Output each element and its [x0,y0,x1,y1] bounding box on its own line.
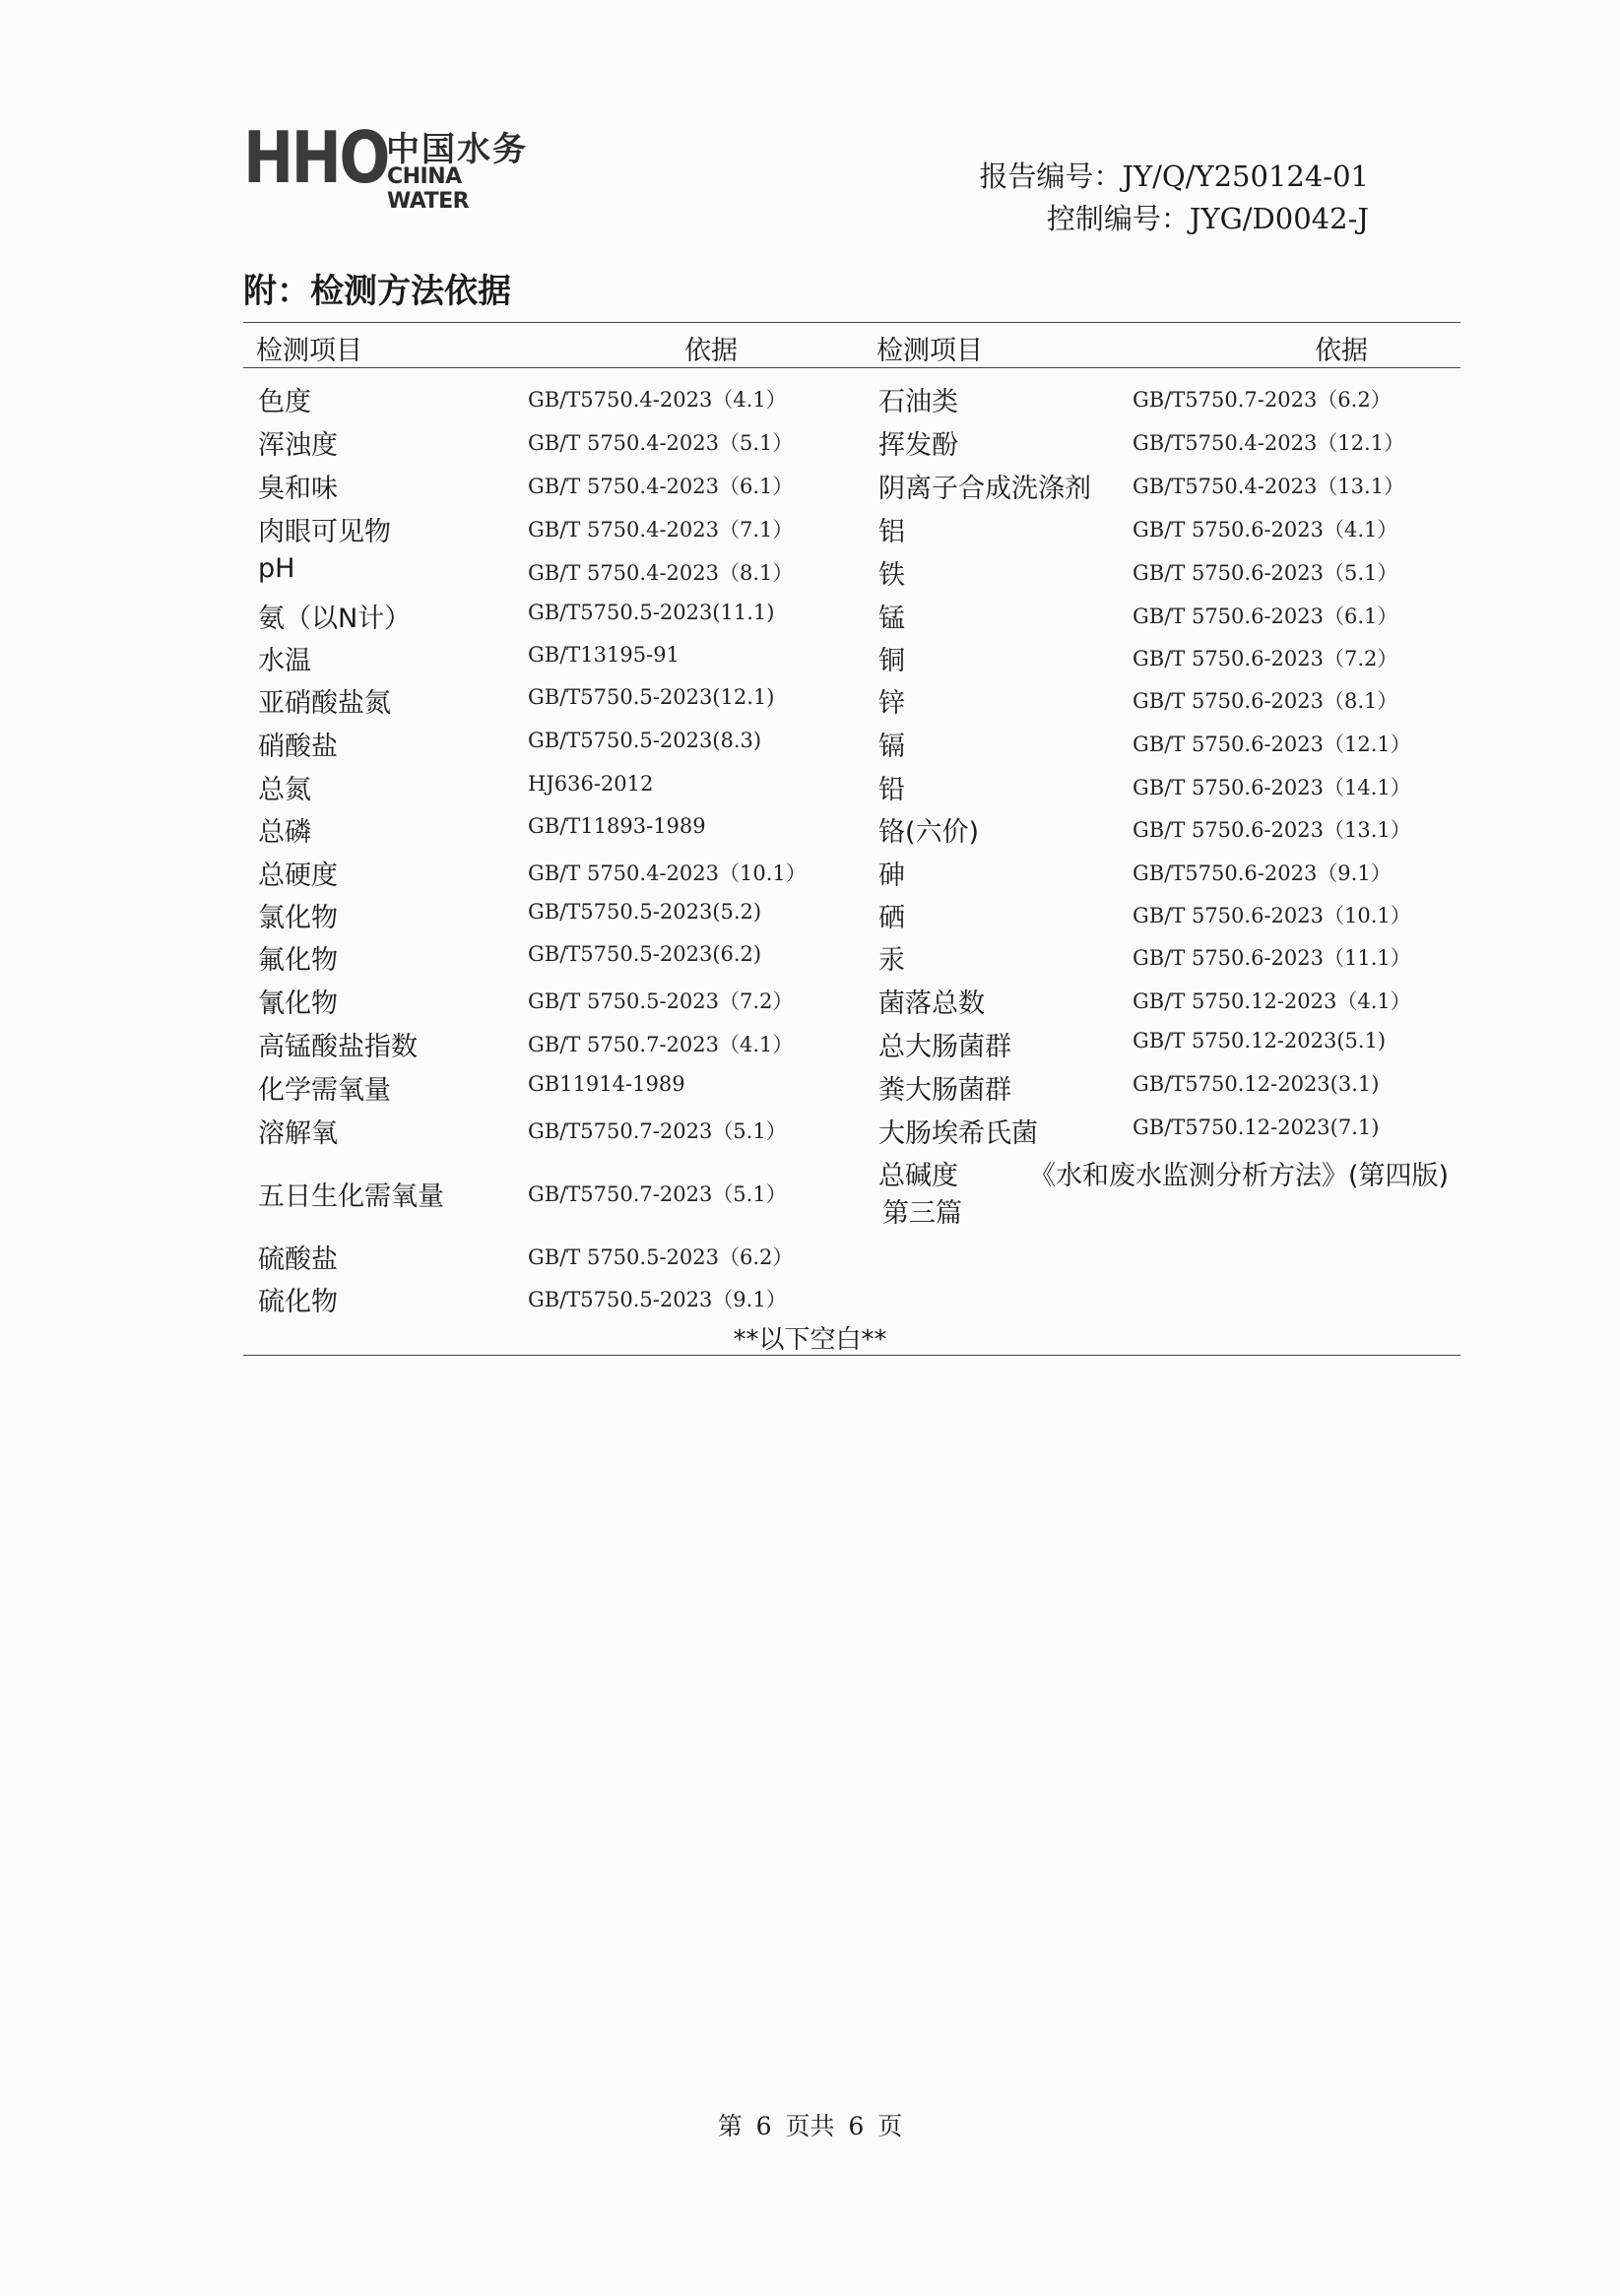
test-method-standard: GB/T5750.5-2023(5.2) [528,900,762,924]
test-method-standard: GB/T5750.5-2023(11.1) [528,601,775,624]
test-method-standard: GB/T 5750.6-2023（4.1） [1133,518,1398,542]
test-item-name: 菌落总数 [878,989,985,1019]
end-of-content-mark: **以下空白** [733,1325,887,1355]
header-basis-left: 依据 [684,336,738,366]
test-item-name: 氯化物 [258,903,338,933]
test-method-standard: GB/T 5750.6-2023（13.1） [1133,818,1411,842]
test-method-standard: GB/T 5750.6-2023（5.1） [1133,561,1398,585]
test-method-standard: GB/T 5750.4-2023（5.1） [528,431,794,455]
test-method-standard: GB/T5750.4-2023（12.1） [1133,431,1405,455]
test-method-standard: GB/T5750.5-2023(12.1) [528,685,775,709]
header-item-left: 检测项目 [256,336,362,366]
test-method-standard: GB/T 5750.6-2023（7.2） [1133,647,1398,670]
table-top-rule [243,322,1460,323]
test-method-standard: GB/T 5750.6-2023（10.1） [1133,904,1411,927]
row-extra-line: 第三篇 [882,1198,962,1229]
page-footer: 第 6 页共 6 页 [717,2112,903,2140]
test-method-standard: GB/T5750.4-2023（13.1） [1133,475,1405,498]
test-method-standard: GB/T5750.5-2023(8.3) [528,729,762,752]
test-item-name: 总大肠菌群 [878,1032,1011,1062]
test-item-name: 铬(六价) [878,817,980,848]
test-method-standard: GB/T 5750.4-2023（6.1） [528,475,794,498]
test-method-standard: GB/T 5750.6-2023（12.1） [1133,733,1411,756]
test-method-standard: GB/T 5750.4-2023（10.1） [528,861,807,885]
table-header-rule [243,367,1460,368]
header-item-right: 检测项目 [876,336,983,366]
test-item-name: 亚硝酸盐氮 [258,688,391,719]
test-method-standard: GB/T5750.5-2023（9.1） [528,1288,787,1311]
test-item-name: 总硬度 [258,861,338,891]
test-method-standard: GB/T5750.4-2023（4.1） [528,388,787,412]
company-logo [243,116,539,214]
test-method-standard: GB/T 5750.12-2023(5.1) [1133,1029,1387,1052]
test-item-name: 硒 [878,903,905,933]
test-item-name: 铁 [878,560,905,591]
test-method-standard: GB/T 5750.6-2023（6.1） [1133,605,1398,628]
test-method-standard: GB/T5750.12-2023(3.1) [1133,1072,1380,1096]
test-item-name: 粪大肠菌群 [878,1075,1011,1106]
test-item-name: 锰 [878,604,905,634]
test-item-name: 肉眼可见物 [258,517,391,547]
test-method-standard: GB11914-1989 [528,1072,685,1096]
test-method-standard: GB/T 5750.4-2023（7.1） [528,518,794,542]
test-item-name: 阴离子合成洗涤剂 [878,474,1091,504]
logo-mark: HHO [243,116,388,199]
test-item-name: 铜 [878,646,905,676]
logo-chinese-name: 中国水务 [386,130,528,169]
test-method-standard: GB/T5750.5-2023(6.2) [528,942,762,966]
test-method-standard: GB/T5750.7-2023（5.1） [528,1119,787,1143]
test-item-name: 色度 [258,387,311,417]
test-item-name: 总磷 [258,817,311,848]
test-item-name: 硝酸盐 [258,732,338,762]
test-item-name: 镉 [878,732,905,762]
test-item-name: 氰化物 [258,989,338,1019]
test-method-standard: GB/T 5750.12-2023（4.1） [1133,989,1411,1013]
test-item-name: 五日生化需氧量 [258,1181,444,1212]
test-item-name: 铅 [878,775,905,805]
test-item-name: 氟化物 [258,945,338,976]
test-item-name: 溶解氧 [258,1118,338,1149]
test-item-name: 浑浊度 [258,430,338,461]
test-method-standard: GB/T 5750.6-2023（8.1） [1133,689,1398,713]
test-item-name: pH [258,553,295,584]
test-method-standard: GB/T 5750.5-2023（7.2） [528,989,794,1013]
table-bottom-rule [243,1355,1460,1356]
test-item-name: 汞 [878,945,905,976]
test-method-standard: GB/T 5750.5-2023（6.2） [528,1245,794,1269]
test-item-name: 硫酸盐 [258,1244,338,1275]
test-method-standard: GB/T5750.7-2023（6.2） [1133,388,1392,412]
test-item-name: 大肠埃希氏菌 [878,1118,1038,1149]
test-method-standard: 《水和废水监测分析方法》(第四版) [1029,1161,1450,1191]
test-item-name: 化学需氧量 [258,1075,391,1106]
test-item-name: 总氮 [258,775,311,805]
test-item-name: 砷 [878,861,905,891]
logo-english-name: CHINA WATER [387,164,470,214]
header-basis-right: 依据 [1315,336,1368,366]
test-method-standard: GB/T5750.7-2023（5.1） [528,1182,787,1206]
test-method-standard: GB/T11893-1989 [528,814,706,838]
test-item-name: 总碱度 [878,1161,958,1191]
test-method-standard: HJ636-2012 [528,772,654,796]
test-method-standard: GB/T 5750.6-2023（11.1） [1133,946,1411,970]
test-item-name: 硫化物 [258,1287,338,1317]
test-item-name: 挥发酚 [878,430,958,461]
test-method-standard: GB/T 5750.4-2023（8.1） [528,561,794,585]
test-item-name: 臭和味 [258,474,338,504]
test-item-name: 水温 [258,646,311,676]
test-method-standard: GB/T 5750.6-2023（14.1） [1133,776,1411,799]
control-number: 控制编号：JYG/D0042-J [1046,202,1369,235]
report-number: 报告编号：JY/Q/Y250124-01 [979,159,1369,193]
test-item-name: 氨（以N计） [258,604,412,634]
test-method-standard: GB/T5750.12-2023(7.1) [1133,1116,1380,1139]
test-item-name: 铝 [878,517,905,547]
test-method-standard: GB/T5750.6-2023（9.1） [1133,861,1392,885]
test-method-standard: GB/T13195-91 [528,643,680,667]
test-item-name: 锌 [878,688,905,719]
test-item-name: 石油类 [878,387,958,417]
page-title: 附：检测方法依据 [243,272,511,311]
test-method-standard: GB/T 5750.7-2023（4.1） [528,1033,794,1056]
test-item-name: 高锰酸盐指数 [258,1032,418,1062]
